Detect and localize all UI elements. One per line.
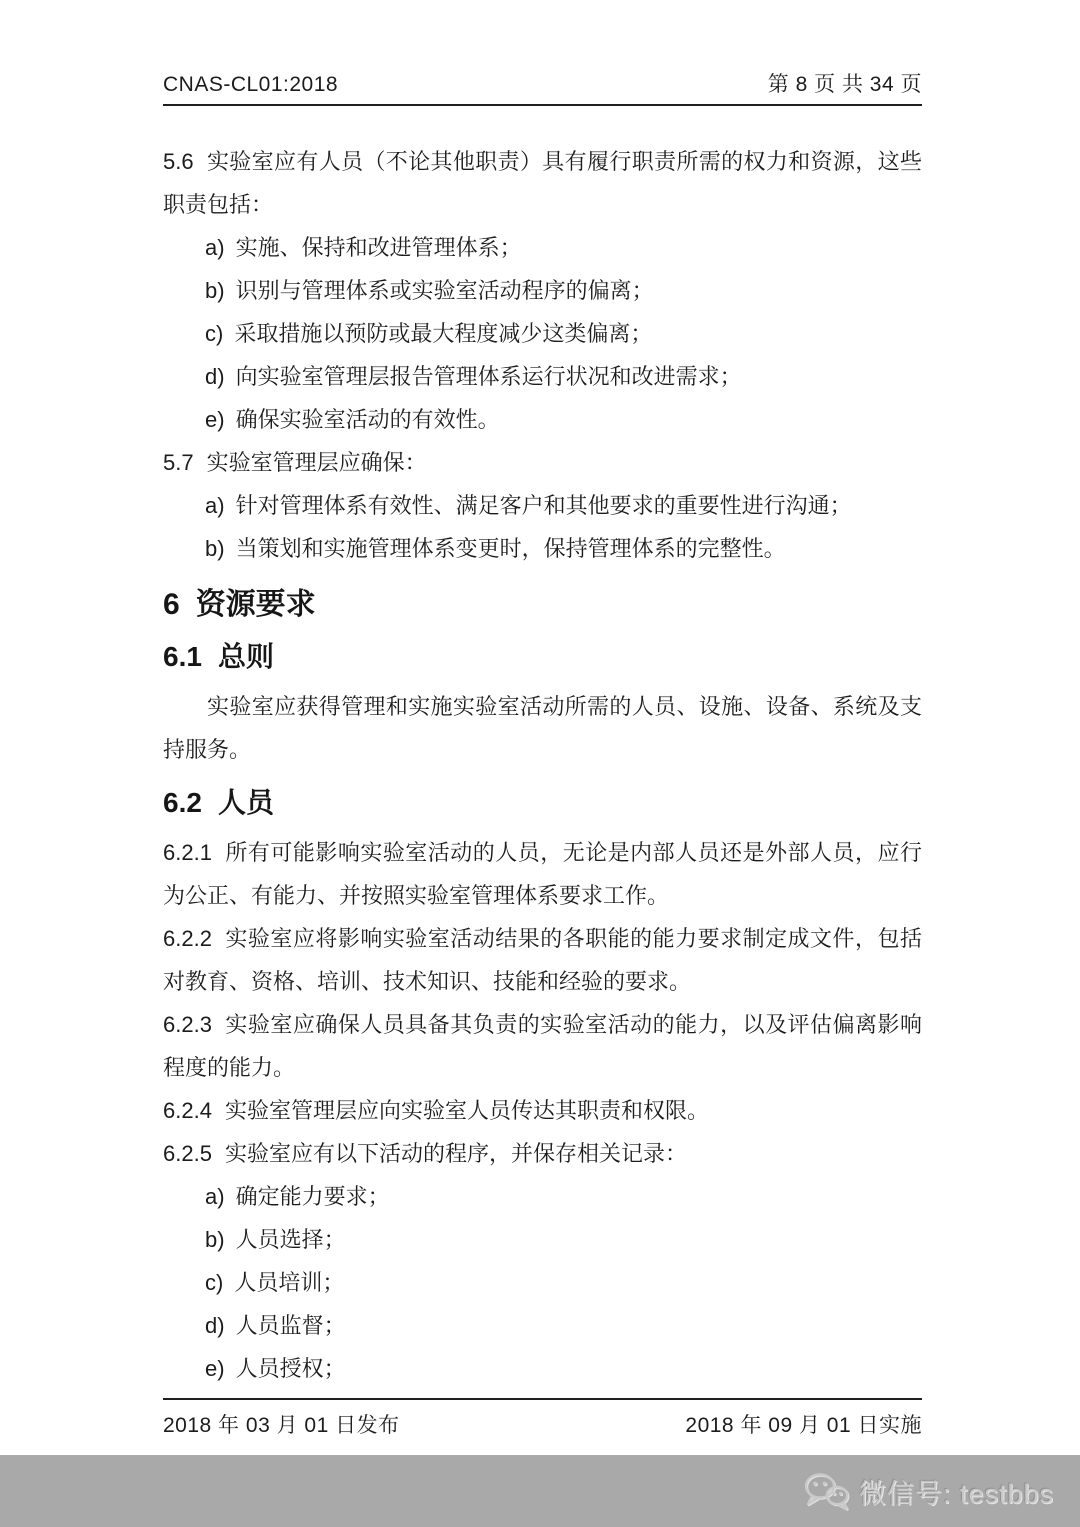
clause-5-7 — [163, 441, 922, 484]
list-item — [163, 312, 922, 355]
list-item — [163, 1304, 922, 1347]
list-item-label: b) — [205, 278, 225, 303]
list-6-2-5 — [163, 1175, 922, 1390]
clause-number: 5.6 — [163, 149, 194, 174]
section-title: 人员 — [217, 787, 274, 818]
section-title: 总则 — [217, 641, 274, 672]
paragraph-6-1: 实验室应获得管理和实施实验室活动所需的人员、设施、设备、系统及支持服务。 — [163, 694, 922, 762]
list-item — [163, 269, 922, 312]
clause-number: 6.2.5 — [163, 1141, 212, 1166]
implementation-date: 2018 年 09 月 01 日实施 — [685, 1414, 922, 1437]
section-number: 6 — [163, 588, 180, 621]
list-item-label: e) — [205, 407, 225, 432]
doc-code: CNAS-CL01:2018 — [163, 73, 339, 96]
list-item-label: b) — [205, 536, 225, 561]
list-item — [163, 1218, 922, 1261]
section-number: 6.2 — [163, 787, 202, 818]
clause-text: 实验室管理层应确保： — [206, 450, 427, 475]
list-item — [163, 527, 922, 570]
clause-6-2-2 — [163, 917, 922, 1003]
list-item — [163, 398, 922, 441]
list-item-label: d) — [205, 1313, 225, 1338]
list-item — [163, 484, 922, 527]
section-number: 6.1 — [163, 641, 202, 672]
list-item-label: a) — [205, 235, 225, 260]
watermark-text: 微信号: testbbs — [858, 1478, 1054, 1509]
clause-text: 所有可能影响实验室活动的人员，无论是内部人员还是外部人员，应行为公正、有能力、并按照实验室管理体系要求工作。 — [163, 840, 922, 908]
list-item — [163, 1175, 922, 1218]
issue-date: 2018 年 03 月 01 日发布 — [163, 1414, 400, 1437]
clause-number: 6.2.4 — [163, 1098, 212, 1123]
list-item-text: 人员监督； — [235, 1313, 346, 1338]
document-body — [163, 140, 922, 1390]
list-5-6 — [163, 226, 922, 441]
list-item-label: c) — [205, 321, 224, 346]
list-item-text: 当策划和实施管理体系变更时，保持管理体系的完整性。 — [235, 536, 786, 561]
list-item-text: 针对管理体系有效性、满足客户和其他要求的重要性进行沟通； — [235, 493, 852, 518]
list-item — [163, 355, 922, 398]
list-item-label: d) — [205, 364, 225, 389]
page-number: 第 8 页 共 34 页 — [767, 73, 922, 96]
clause-text: 实验室应确保人员具备其负责的实验室活动的能力，以及评估偏离影响程度的能力。 — [163, 1012, 922, 1080]
list-item-text: 采取措施以预防或最大程度减少这类偏离； — [234, 321, 653, 346]
list-5-7 — [163, 484, 922, 570]
list-item-text: 实施、保持和改进管理体系； — [235, 235, 522, 260]
clause-number: 6.2.2 — [163, 926, 212, 951]
list-item-label: a) — [205, 1184, 225, 1209]
clause-6-2-4 — [163, 1089, 922, 1132]
section-heading-6 — [163, 585, 922, 625]
list-item — [163, 226, 922, 269]
clause-number: 6.2.3 — [163, 1012, 212, 1037]
section-heading-6-1 — [163, 638, 922, 676]
wechat-icon — [803, 1472, 849, 1510]
list-item-text: 向实验室管理层报告管理体系运行状况和改进需求； — [235, 364, 742, 389]
list-item-label: e) — [205, 1356, 225, 1381]
list-item-text: 人员授权； — [235, 1356, 346, 1381]
clause-6-2-5 — [163, 1132, 922, 1175]
clause-6-2-1 — [163, 831, 922, 917]
clause-number: 6.2.1 — [163, 840, 212, 865]
section-heading-6-2 — [163, 784, 922, 822]
list-item — [163, 1261, 922, 1304]
list-item-label: c) — [205, 1270, 224, 1295]
page-header — [163, 72, 922, 106]
list-item-text: 人员选择； — [235, 1227, 346, 1252]
list-item-label: a) — [205, 493, 225, 518]
clause-text: 实验室管理层应向实验室人员传达其职责和权限。 — [224, 1098, 709, 1123]
list-item-text: 人员培训； — [234, 1270, 345, 1295]
list-item-text: 识别与管理体系或实验室活动程序的偏离； — [235, 278, 654, 303]
page-footer — [163, 1398, 922, 1439]
clause-6-2-3 — [163, 1003, 922, 1089]
section-title: 资源要求 — [195, 588, 316, 621]
clause-5-6 — [163, 140, 922, 226]
clause-text: 实验室应有以下活动的程序，并保存相关记录： — [224, 1141, 687, 1166]
list-item-label: b) — [205, 1227, 225, 1252]
list-item — [163, 1347, 922, 1390]
list-item-text: 确保实验室活动的有效性。 — [235, 407, 500, 432]
clause-text: 实验室应将影响实验室活动结果的各职能的能力要求制定成文件，包括对教育、资格、培训、技术知识、技能和经验的要求。 — [163, 926, 922, 994]
clause-number: 5.7 — [163, 450, 194, 475]
watermark-band — [0, 1455, 1080, 1527]
clause-text: 实验室应有人员（不论其他职责）具有履行职责所需的权力和资源，这些职责包括： — [163, 149, 922, 217]
list-item-text: 确定能力要求； — [235, 1184, 390, 1209]
